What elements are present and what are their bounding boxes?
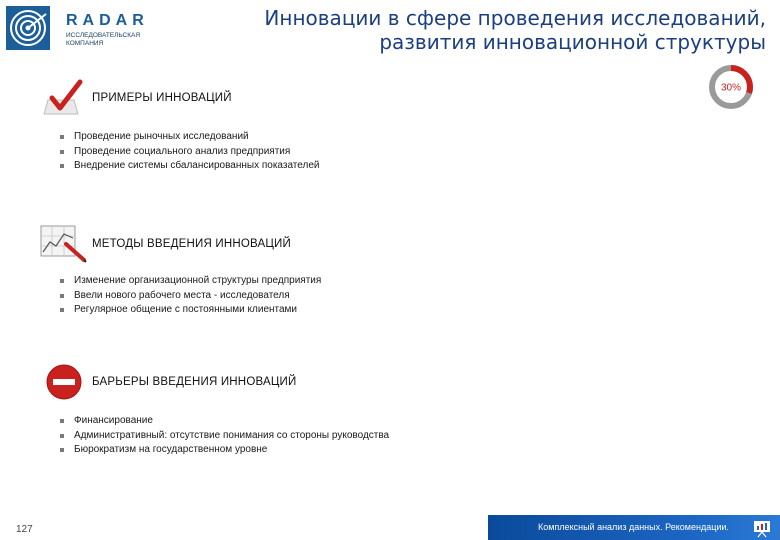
footer-text: Комплексный анализ данных. Рекомендации. — [538, 522, 729, 532]
bullet-list — [62, 130, 319, 174]
section-title: МЕТОДЫ ВВЕДЕНИЯ ИННОВАЦИЙ — [92, 238, 291, 250]
logo-wordmark: RADAR — [66, 12, 149, 29]
company-logo — [6, 6, 156, 48]
list-item: Изменение организационной структуры предприятия — [62, 274, 321, 289]
radar-logo-icon — [6, 6, 50, 50]
footer-bar — [488, 515, 780, 540]
progress-label: 30% — [720, 82, 742, 94]
bullet-list — [62, 414, 389, 458]
presentation-icon — [752, 518, 772, 538]
chart-pencil-icon — [40, 224, 88, 264]
list-item: Административный: отсутствие понимания со стороны руководства — [62, 429, 389, 444]
list-item: Проведение социального анализ предприятия — [62, 145, 319, 160]
list-item: Внедрение системы сбалансированных показателей — [62, 159, 319, 174]
list-item: Бюрократизм на государственном уровне — [62, 443, 389, 458]
list-item: Финансирование — [62, 414, 389, 429]
section-title: ПРИМЕРЫ ИННОВАЦИЙ — [92, 92, 232, 104]
page-title — [206, 6, 766, 54]
progress-ring — [708, 64, 754, 110]
list-item: Регулярное общение с постоянными клиентами — [62, 303, 321, 318]
title-line-2: развития инновационной структуры — [379, 30, 766, 54]
title-line-1: Инновации в сфере проведения исследований, — [264, 6, 766, 30]
checkmark-icon — [40, 78, 88, 118]
logo-subtitle: ИССЛЕДОВАТЕЛЬСКАЯ КОМПАНИЯ — [66, 32, 141, 47]
no-entry-icon — [40, 362, 88, 402]
section-title: БАРЬЕРЫ ВВЕДЕНИЯ ИННОВАЦИЙ — [92, 376, 297, 388]
page-number: 127 — [16, 524, 33, 535]
list-item: Проведение рыночных исследований — [62, 130, 319, 145]
list-item: Ввели нового рабочего места - исследователя — [62, 289, 321, 304]
bullet-list — [62, 274, 321, 318]
